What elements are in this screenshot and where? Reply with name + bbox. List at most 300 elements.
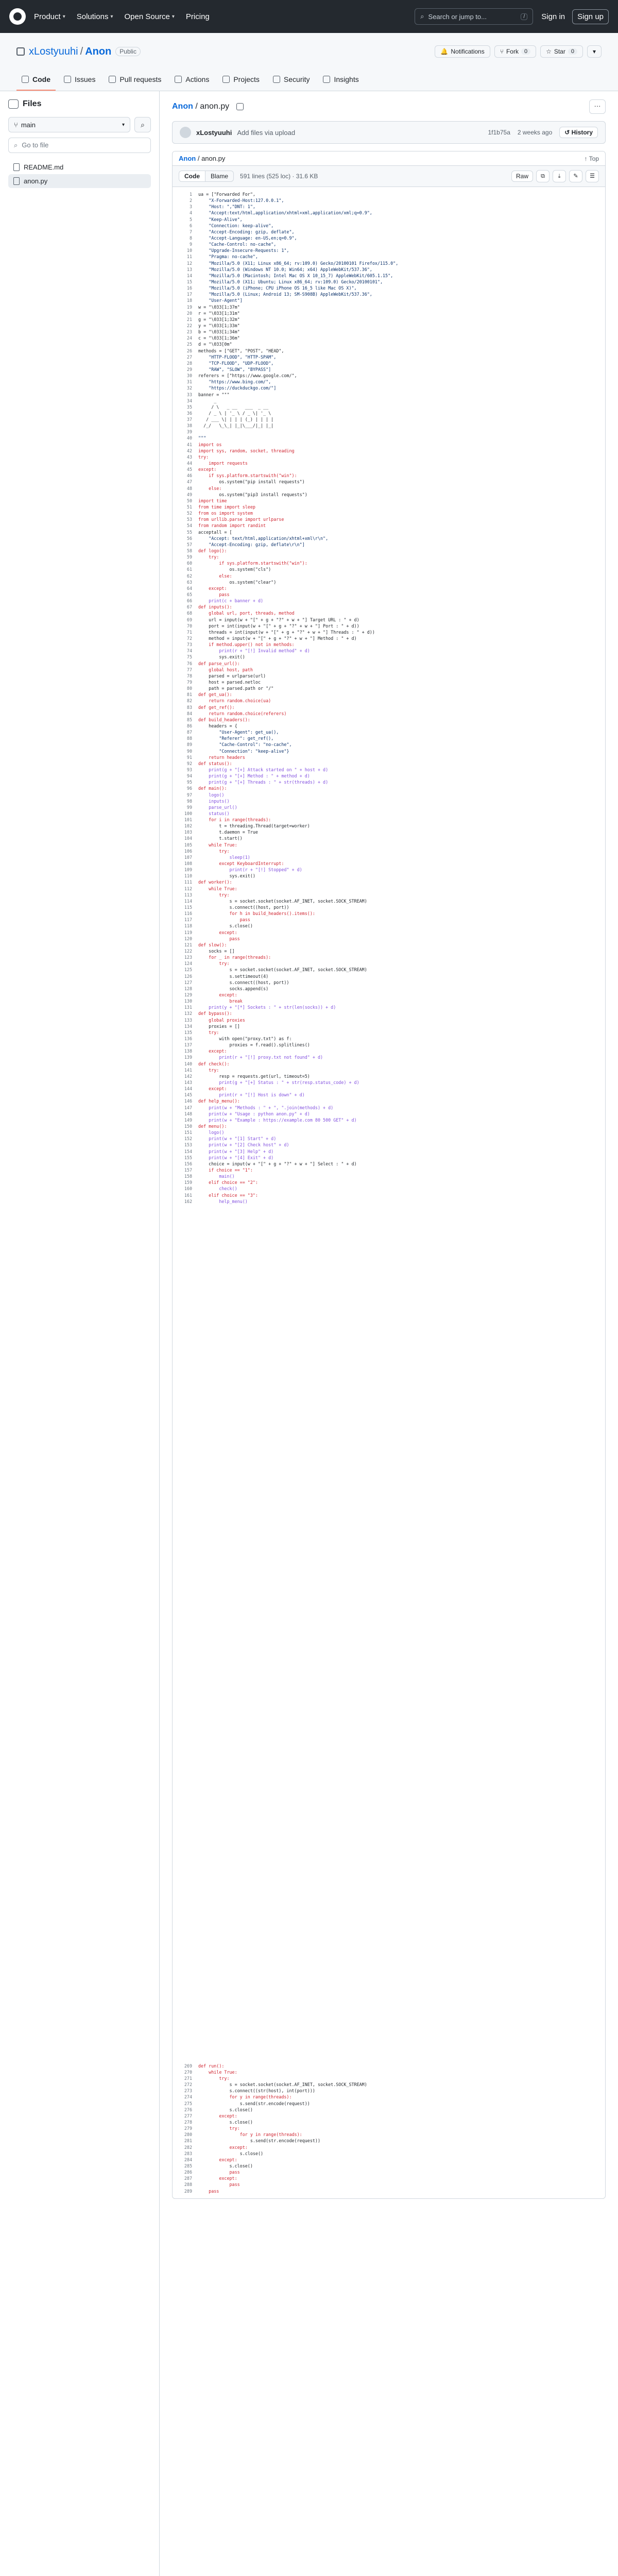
tab-insights[interactable] [318, 71, 364, 91]
line-number[interactable]: 99 [186, 804, 192, 810]
line-number[interactable]: 277 [184, 2113, 192, 2119]
line-number[interactable]: 98 [186, 798, 192, 804]
code-text: "Upgrade-Insecure-Requests: 1", [198, 248, 289, 253]
code-text: print(c + banner + d) [198, 598, 264, 604]
line-number[interactable]: 145 [184, 1092, 192, 1098]
line-number[interactable]: 148 [184, 1111, 192, 1116]
tab-issues[interactable] [59, 71, 100, 91]
line-number[interactable]: 31 [186, 379, 192, 385]
code-text: "Mozilla/5.0 (iPhone; CPU iPhone OS 16_5 like Mac OS X)", [198, 285, 357, 291]
line-number[interactable]: 81 [186, 692, 192, 698]
line-number[interactable]: 131 [184, 1005, 192, 1010]
code-line [173, 229, 605, 235]
line-number[interactable]: 153 [184, 1142, 192, 1148]
code-text: print(y + "[*] Sockets : " + str(len(socks)) + d) [198, 1005, 336, 1010]
fork-button[interactable] [494, 45, 536, 58]
line-number[interactable]: 272 [184, 2082, 192, 2088]
line-number[interactable]: 33 [186, 392, 192, 397]
line-number[interactable]: 93 [186, 767, 192, 772]
line-number[interactable]: 114 [184, 898, 192, 904]
blame-view-button[interactable]: Blame [211, 173, 229, 180]
github-logo-icon[interactable] [9, 8, 26, 25]
file-tree-item-anon-py[interactable] [8, 174, 151, 188]
line-number[interactable]: 72 [186, 635, 192, 641]
code-text: def menu(): [198, 1123, 227, 1129]
line-number[interactable]: 50 [186, 498, 192, 503]
sign-in-link[interactable]: Sign in [541, 12, 565, 21]
line-number[interactable]: 22 [186, 323, 192, 328]
code-line [173, 998, 605, 1004]
line-number[interactable]: 24 [186, 335, 192, 341]
sidebar-collapse-icon[interactable] [8, 99, 19, 109]
code-line [173, 1129, 605, 1136]
line-number[interactable]: 113 [184, 892, 192, 897]
code-text: try: [198, 554, 219, 560]
line-number[interactable]: 17 [186, 292, 192, 297]
line-number[interactable]: 106 [184, 848, 192, 854]
code-text: def parse_url(): [198, 660, 240, 666]
code-text: try: [198, 454, 209, 460]
sign-up-button[interactable]: Sign up [572, 9, 609, 24]
code-text: socks = [] [198, 948, 235, 954]
line-number[interactable]: 119 [184, 929, 192, 935]
code-text: s.send(str.encode(request)) [198, 2100, 310, 2106]
code-line [173, 848, 605, 854]
code-line [173, 560, 605, 566]
line-number[interactable]: 86 [186, 723, 192, 728]
line-number[interactable]: 29 [186, 366, 192, 372]
line-number[interactable]: 104 [184, 836, 192, 841]
line-number[interactable]: 35 [186, 404, 192, 410]
go-to-file-input[interactable] [8, 138, 151, 153]
line-number[interactable]: 4 [189, 210, 192, 216]
code-line [173, 472, 605, 479]
code-text: from time import sleep [198, 504, 255, 510]
line-number[interactable]: 65 [186, 592, 192, 597]
line-number[interactable]: 136 [184, 1036, 192, 1041]
code-line [173, 1105, 605, 1111]
line-number[interactable]: 105 [184, 842, 192, 848]
line-number[interactable]: 101 [184, 817, 192, 823]
line-number[interactable]: 124 [184, 961, 192, 967]
line-number[interactable]: 159 [184, 1180, 192, 1185]
commit-message[interactable]: Add files via upload [237, 128, 296, 137]
line-number[interactable]: 82 [186, 698, 192, 704]
line-number[interactable]: 137 [184, 1042, 192, 1048]
line-number[interactable]: 51 [186, 504, 192, 510]
notifications-label: Notifications [451, 48, 485, 55]
line-number[interactable]: 111 [184, 879, 192, 885]
tab-actions[interactable] [169, 71, 214, 91]
code-line [173, 2069, 605, 2075]
line-number[interactable]: 134 [184, 1023, 192, 1029]
latest-commit [172, 121, 606, 144]
line-number[interactable]: 41 [186, 442, 192, 447]
line-number[interactable]: 6 [189, 223, 192, 228]
fork-label: Fork [506, 48, 519, 55]
line-number[interactable]: 133 [184, 1017, 192, 1023]
chevron-down-icon: ▾ [592, 48, 596, 55]
line-number[interactable]: 23 [186, 329, 192, 335]
line-number[interactable]: 44 [186, 461, 192, 466]
shield-icon [273, 76, 280, 83]
line-number[interactable]: 54 [186, 523, 192, 529]
code-line [173, 566, 605, 572]
line-number[interactable]: 116 [184, 911, 192, 917]
line-number[interactable]: 5 [189, 216, 192, 222]
line-number[interactable]: 95 [186, 779, 192, 785]
line-number[interactable]: 59 [186, 554, 192, 560]
line-number[interactable]: 36 [186, 410, 192, 416]
code-line [173, 817, 605, 823]
code-text: os.system("pip install requests") [198, 479, 305, 485]
nav-pricing[interactable] [186, 12, 210, 21]
code-text: os.system("pip3 install requests") [198, 492, 307, 497]
code-line [173, 917, 605, 923]
tab-projects[interactable] [217, 71, 265, 91]
line-number[interactable]: 144 [184, 1086, 192, 1092]
tab-pull-requests[interactable] [104, 71, 166, 91]
search-files-button[interactable] [134, 117, 151, 132]
line-number[interactable]: 45 [186, 467, 192, 472]
code-text: except: [198, 929, 237, 935]
nav-product[interactable] [34, 12, 65, 21]
tab-label: Insights [334, 75, 359, 83]
line-number[interactable]: 37 [186, 417, 192, 422]
code-line [173, 266, 605, 273]
line-number[interactable]: 18 [186, 298, 192, 303]
code-line [173, 442, 605, 448]
line-number[interactable]: 3 [189, 204, 192, 210]
line-number[interactable]: 103 [184, 829, 192, 835]
line-number[interactable]: 157 [184, 1167, 192, 1173]
line-number[interactable]: 94 [186, 773, 192, 779]
line-number[interactable]: 120 [184, 936, 192, 941]
line-number[interactable]: 90 [186, 748, 192, 754]
line-number[interactable]: 135 [184, 1029, 192, 1035]
sidebar-header [8, 99, 151, 109]
star-dropdown-button[interactable] [587, 45, 602, 58]
code-block-tail [173, 2059, 605, 2198]
line-number[interactable]: 150 [184, 1123, 192, 1129]
line-number[interactable]: 129 [184, 992, 192, 997]
line-number[interactable]: 91 [186, 754, 192, 760]
line-number[interactable]: 273 [184, 2088, 192, 2094]
line-number[interactable]: 66 [186, 598, 192, 604]
line-number[interactable]: 70 [186, 623, 192, 629]
code-text: os.system("cls") [198, 567, 271, 572]
line-number[interactable]: 16 [186, 285, 192, 291]
symbols-icon[interactable]: ☰ [586, 170, 599, 182]
line-number[interactable]: 147 [184, 1105, 192, 1110]
repo-name-link[interactable]: Anon [85, 45, 112, 57]
code-view-button[interactable]: Code [179, 171, 205, 181]
nav-solutions[interactable] [77, 12, 113, 21]
line-number[interactable]: 278 [184, 2120, 192, 2125]
line-number[interactable]: 25 [186, 342, 192, 347]
line-number[interactable]: 80 [186, 686, 192, 691]
line-number[interactable]: 118 [184, 923, 192, 929]
line-number[interactable]: 53 [186, 517, 192, 522]
notifications-button[interactable] [435, 45, 490, 58]
line-number[interactable]: 74 [186, 648, 192, 654]
line-number[interactable]: 8 [189, 235, 192, 241]
line-number[interactable]: 96 [186, 786, 192, 791]
line-number[interactable]: 109 [184, 867, 192, 873]
line-number[interactable]: 73 [186, 642, 192, 648]
line-number[interactable]: 288 [184, 2182, 192, 2188]
line-number[interactable]: 271 [184, 2076, 192, 2081]
breadcrumb-repo-link[interactable]: Anon [172, 102, 193, 111]
line-number[interactable]: 142 [184, 1073, 192, 1079]
line-number[interactable]: 130 [184, 998, 192, 1004]
line-number[interactable]: 20 [186, 310, 192, 316]
line-number[interactable]: 286 [184, 2170, 192, 2175]
line-number[interactable]: 285 [184, 2163, 192, 2169]
code-text: method = input(w + "[" + g + "?" + w + "] Method : " + d) [198, 635, 357, 641]
nav-label: Pricing [185, 12, 210, 21]
code-text: except: [198, 2144, 248, 2150]
code-text: "https://www.bing.com/", [198, 379, 271, 385]
line-number[interactable]: 155 [184, 1155, 192, 1160]
line-number[interactable]: 274 [184, 2094, 192, 2100]
line-number[interactable]: 100 [184, 810, 192, 816]
line-number[interactable]: 138 [184, 1048, 192, 1054]
line-number[interactable]: 146 [184, 1098, 192, 1104]
code-text: /_/ \_\_| |_|\___/|_| |_| [198, 423, 274, 429]
line-number[interactable]: 27 [186, 354, 192, 360]
line-number[interactable]: 10 [186, 248, 192, 253]
line-number[interactable]: 87 [186, 730, 192, 735]
more-options-button[interactable] [589, 99, 606, 114]
code-text: def inputs(): [198, 604, 232, 610]
line-number[interactable]: 276 [184, 2107, 192, 2112]
line-number[interactable]: 26 [186, 348, 192, 353]
line-number[interactable]: 287 [184, 2176, 192, 2181]
star-button[interactable] [540, 45, 583, 58]
line-number[interactable]: 108 [184, 861, 192, 867]
pencil-icon[interactable]: ✎ [569, 170, 582, 182]
line-number[interactable]: 126 [184, 973, 192, 979]
line-number[interactable]: 117 [184, 917, 192, 923]
line-number[interactable]: 83 [186, 704, 192, 710]
line-number[interactable]: 132 [184, 1011, 192, 1016]
line-number[interactable]: 158 [184, 1174, 192, 1179]
line-number[interactable]: 280 [184, 2132, 192, 2138]
copy-icon[interactable] [236, 103, 244, 110]
line-number[interactable]: 112 [184, 886, 192, 891]
tab-label: Pull requests [119, 75, 162, 83]
line-number[interactable]: 270 [184, 2069, 192, 2075]
code-block [173, 187, 605, 1209]
line-number[interactable]: 92 [186, 760, 192, 766]
line-number[interactable]: 160 [184, 1186, 192, 1192]
code-icon [22, 76, 29, 83]
line-number[interactable]: 30 [186, 373, 192, 379]
line-number[interactable]: 102 [184, 823, 192, 829]
line-number[interactable]: 140 [184, 1061, 192, 1066]
line-number[interactable]: 7 [189, 229, 192, 234]
line-number[interactable]: 46 [186, 473, 192, 479]
line-number[interactable]: 12 [186, 260, 192, 266]
line-number[interactable]: 43 [186, 454, 192, 460]
line-number[interactable]: 61 [186, 567, 192, 572]
line-number[interactable]: 68 [186, 611, 192, 616]
line-number[interactable]: 64 [186, 585, 192, 591]
code-text: s.settimeout(4) [198, 973, 269, 979]
line-number[interactable]: 9 [189, 242, 192, 247]
code-line [173, 204, 605, 210]
line-number[interactable]: 78 [186, 673, 192, 679]
code-text: for h in build_headers().items(): [198, 911, 315, 917]
line-number[interactable]: 63 [186, 579, 192, 585]
line-number[interactable]: 38 [186, 423, 192, 429]
code-text: def get_ua(): [198, 692, 232, 698]
code-line [173, 860, 605, 867]
line-number[interactable]: 115 [184, 905, 192, 910]
line-number[interactable]: 125 [184, 967, 192, 973]
code-text: except: [198, 2113, 237, 2119]
copy-icon[interactable]: ⧉ [536, 170, 550, 182]
line-number[interactable]: 154 [184, 1148, 192, 1154]
code-line [173, 273, 605, 279]
line-number[interactable]: 71 [186, 629, 192, 635]
avatar[interactable] [180, 127, 191, 138]
line-number[interactable]: 60 [186, 561, 192, 566]
line-number[interactable]: 40 [186, 435, 192, 441]
line-number[interactable]: 48 [186, 485, 192, 491]
raw-button[interactable]: Raw [511, 171, 533, 182]
code-text: from urllib.parse import urlparse [198, 517, 284, 522]
line-number[interactable]: 151 [184, 1130, 192, 1136]
code-line [173, 2175, 605, 2181]
line-number[interactable]: 56 [186, 535, 192, 541]
line-number[interactable]: 47 [186, 479, 192, 485]
code-line [173, 285, 605, 291]
file-tree-item-readme[interactable] [8, 160, 151, 174]
line-number[interactable]: 39 [186, 429, 192, 435]
code-text: "Mozilla/5.0 (Linux; Android 13; SM-S908B) AppleWebKit/537.36", [198, 292, 372, 297]
line-number[interactable]: 13 [186, 266, 192, 272]
code-text: print(g + "[+] Threads : " + str(threads) + d) [198, 779, 329, 785]
line-number[interactable]: 269 [184, 2063, 192, 2069]
line-number[interactable]: 57 [186, 541, 192, 547]
line-number[interactable]: 162 [184, 1198, 192, 1204]
top-button[interactable] [585, 155, 599, 162]
line-number[interactable]: 76 [186, 660, 192, 666]
line-number[interactable]: 11 [186, 254, 192, 260]
code-line [173, 404, 605, 410]
tab-code[interactable] [16, 71, 56, 91]
line-number[interactable]: 77 [186, 667, 192, 672]
line-number[interactable]: 156 [184, 1161, 192, 1166]
code-line [173, 1036, 605, 1042]
line-number[interactable]: 127 [184, 979, 192, 985]
line-number[interactable]: 143 [184, 1079, 192, 1085]
history-button[interactable] [559, 127, 598, 138]
branch-select[interactable] [8, 117, 130, 132]
sticky-repo-link[interactable]: Anon [179, 155, 196, 162]
line-number[interactable]: 289 [184, 2188, 192, 2194]
line-number[interactable]: 28 [186, 360, 192, 366]
line-number[interactable]: 1 [189, 192, 192, 197]
line-number[interactable]: 161 [184, 1192, 192, 1198]
line-number[interactable]: 15 [186, 279, 192, 284]
download-icon[interactable]: ⤓ [553, 170, 566, 182]
line-number[interactable]: 55 [186, 529, 192, 535]
line-number[interactable]: 141 [184, 1067, 192, 1073]
line-number[interactable]: 49 [186, 492, 192, 497]
code-text: check() [198, 1186, 237, 1192]
code-line [173, 1155, 605, 1161]
line-number[interactable]: 123 [184, 955, 192, 960]
code-line [173, 366, 605, 372]
line-number[interactable]: 152 [184, 1136, 192, 1142]
line-number[interactable]: 84 [186, 710, 192, 716]
line-number[interactable]: 139 [184, 1055, 192, 1060]
repo-owner-link[interactable]: xLostyuuhi [29, 45, 78, 57]
line-number[interactable]: 67 [186, 604, 192, 610]
line-number[interactable]: 282 [184, 2144, 192, 2150]
breadcrumb-file: anon.py [200, 102, 230, 111]
commit-hash[interactable]: 1f1b75a [488, 129, 510, 136]
line-number[interactable]: 19 [186, 304, 192, 310]
line-number[interactable]: 85 [186, 717, 192, 722]
line-number[interactable]: 149 [184, 1117, 192, 1123]
line-number[interactable]: 110 [184, 873, 192, 879]
code-line [173, 648, 605, 654]
line-number[interactable]: 32 [186, 385, 192, 391]
global-search-input[interactable] [415, 8, 533, 25]
code-line [173, 979, 605, 986]
line-number[interactable]: 128 [184, 986, 192, 991]
line-number[interactable]: 281 [184, 2138, 192, 2144]
line-number[interactable]: 42 [186, 448, 192, 453]
code-line [173, 1167, 605, 1173]
line-number[interactable]: 75 [186, 654, 192, 660]
commit-author[interactable]: xLostyuuhi [196, 128, 232, 137]
code-line [173, 1148, 605, 1155]
tab-security[interactable] [268, 71, 315, 91]
code-line [173, 341, 605, 347]
line-number[interactable]: 97 [186, 792, 192, 798]
line-number[interactable]: 279 [184, 2126, 192, 2131]
line-number[interactable]: 69 [186, 617, 192, 622]
line-number[interactable]: 121 [184, 942, 192, 947]
line-number[interactable]: 79 [186, 679, 192, 685]
nav-open-source[interactable] [124, 12, 174, 21]
line-number[interactable]: 2 [189, 198, 192, 204]
line-number[interactable]: 89 [186, 742, 192, 748]
line-number[interactable]: 284 [184, 2157, 192, 2162]
code-line [173, 360, 605, 366]
line-number[interactable]: 34 [186, 398, 192, 403]
line-number[interactable]: 14 [186, 273, 192, 278]
line-number[interactable]: 275 [184, 2100, 192, 2106]
line-number[interactable]: 62 [186, 573, 192, 579]
line-number[interactable]: 58 [186, 548, 192, 554]
line-number[interactable]: 107 [184, 854, 192, 860]
code-text: print(r + "[!] proxy.txt not found" + d) [198, 1055, 323, 1060]
line-number[interactable]: 122 [184, 948, 192, 954]
code-line [173, 247, 605, 253]
chevron-down-icon: ▾ [171, 13, 175, 20]
line-number[interactable]: 52 [186, 511, 192, 516]
code-text: try: [198, 2076, 230, 2081]
line-number[interactable]: 21 [186, 316, 192, 322]
line-number[interactable]: 283 [184, 2150, 192, 2156]
line-number[interactable]: 88 [186, 736, 192, 741]
